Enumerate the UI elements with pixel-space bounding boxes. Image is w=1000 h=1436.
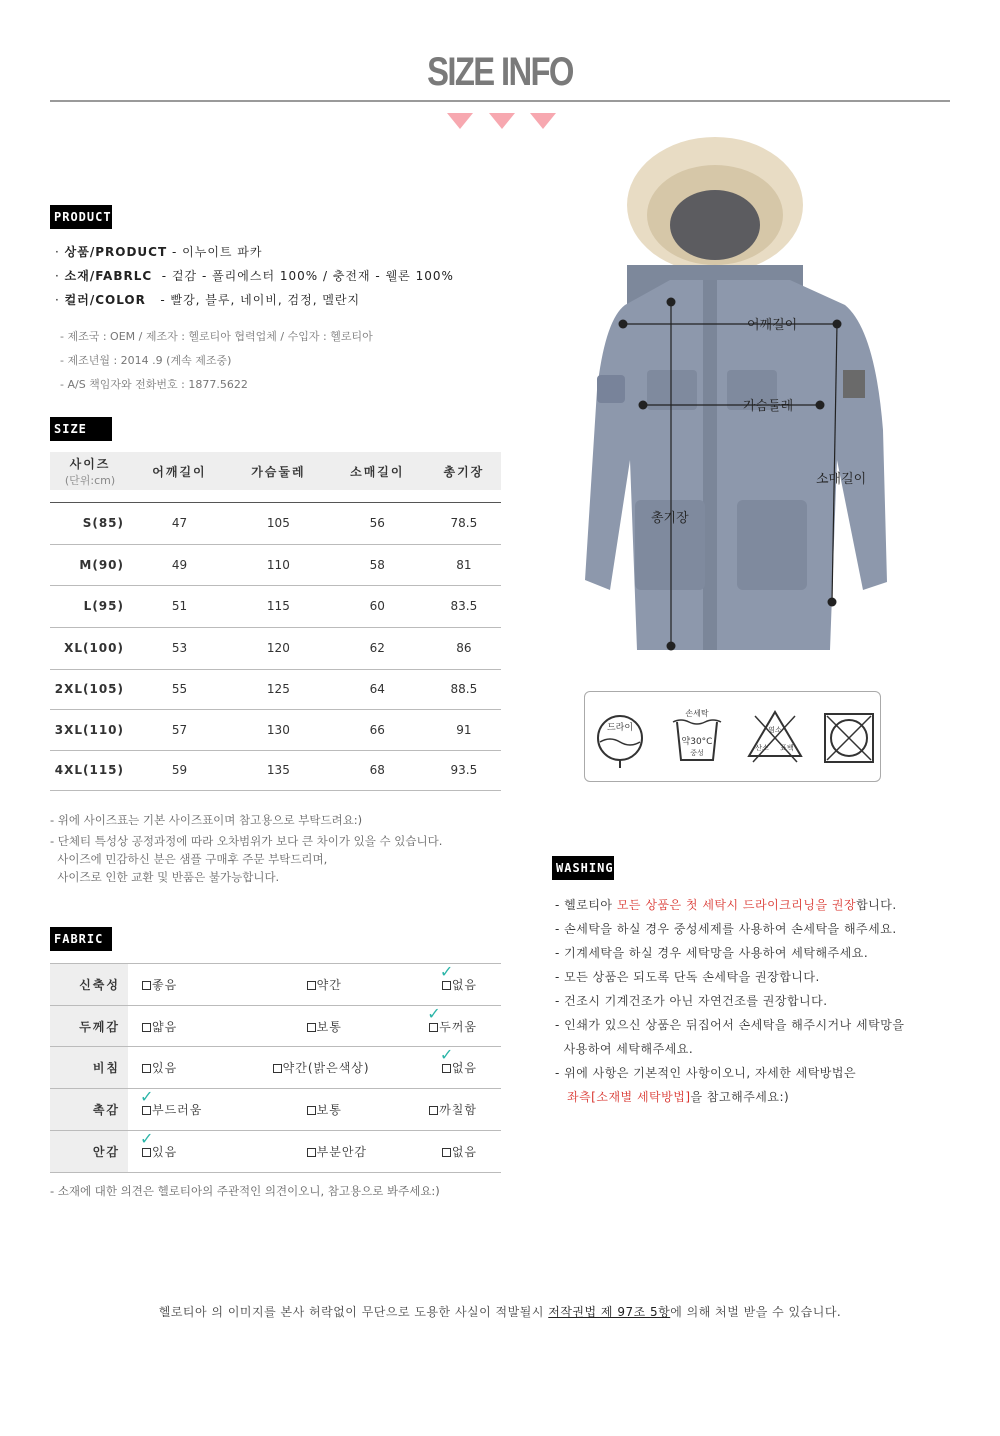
size-cell: 68: [328, 750, 427, 790]
washing-line-3: - 기계세탁을 하실 경우 세탁망을 사용하여 세탁해주세요.: [555, 946, 869, 960]
fabric-attribute: 촉감: [50, 1089, 128, 1131]
jacket-body: [585, 280, 887, 650]
fabric-option[interactable]: [307, 1143, 367, 1160]
fabric-option[interactable]: [140, 1129, 178, 1160]
down-triangle-icon: [489, 113, 515, 129]
fabric-option-label: 약간(밝은색상): [282, 1061, 370, 1075]
copyright-notice: 헬로티아 의 이미지를 본사 허락없이 무단으로 도용한 사실이 적발될시 저작권법 제 97조 5항에 의해 처벌 받을 수 있습니다.: [158, 1305, 842, 1319]
checkbox-icon[interactable]: [429, 1023, 438, 1032]
checkbox-icon[interactable]: [442, 1148, 451, 1157]
fabric-option-label: 없음: [451, 978, 477, 992]
fabric-option-label: 얇음: [152, 1019, 178, 1034]
size-row: [50, 585, 501, 627]
title-divider: [50, 100, 950, 102]
checkbox-icon[interactable]: [442, 981, 451, 990]
size-row: [50, 502, 501, 544]
fabric-attribute: 신축성: [50, 964, 128, 1006]
checkbox-icon[interactable]: [307, 1023, 316, 1032]
size-cell: 81: [427, 544, 501, 585]
checkbox-icon[interactable]: [142, 1106, 151, 1115]
jacket-illustration: [575, 130, 905, 670]
col-chest: 가슴둘레: [229, 452, 328, 490]
product-line-name: · 상품/PRODUCT - 이누이트 파카: [55, 245, 263, 259]
fabric-option-label: 좋음: [152, 978, 178, 992]
size-cell: 66: [328, 709, 427, 750]
fabric-attribute: 안감: [50, 1131, 128, 1173]
product-section-label: PRODUCT: [50, 205, 112, 229]
fabric-option[interactable]: [142, 1059, 177, 1076]
dry-clean-icon: [598, 716, 642, 768]
svg-text:손세탁: 손세탁: [685, 709, 709, 718]
size-row: [50, 709, 501, 750]
size-label: 3XL(110): [50, 709, 130, 750]
fabric-option[interactable]: [429, 1101, 477, 1118]
checkbox-icon[interactable]: [429, 1106, 438, 1115]
svg-text:약30°C: 약30°C: [681, 737, 713, 747]
fabric-option[interactable]: [307, 1101, 342, 1118]
size-label: M(90): [50, 544, 130, 585]
svg-text:표백: 표백: [780, 744, 794, 752]
fabric-row: [50, 1131, 501, 1173]
meta-date: - 제조년월 : 2014 .9 (계속 제조중): [60, 354, 232, 367]
size-cell: 78.5: [427, 502, 501, 544]
washing-line-8: - 위에 사항은 기본적인 사항이오니, 자세한 세탁방법은: [555, 1066, 857, 1080]
size-table: [50, 452, 501, 791]
size-note-2: - 단체티 특성상 공정과정에 따라 오차범위가 보다 큰 차이가 있을 수 있습니다.: [50, 834, 443, 848]
checkbox-icon[interactable]: [142, 981, 151, 990]
size-row: [50, 669, 501, 709]
fabric-option[interactable]: [439, 1045, 477, 1076]
product-line-fabric: · 소재/FABRLC - 겉감 - 폴리에스터 100% / 충전재 - 웰론 100%: [55, 269, 454, 283]
fabric-option-label: 두꺼움: [439, 1019, 477, 1034]
fabric-option-label: 없음: [451, 1145, 477, 1159]
fabric-row: [50, 1006, 501, 1047]
size-cell: 51: [130, 585, 229, 627]
down-triangle-icon: [447, 113, 473, 129]
svg-text:중성: 중성: [690, 749, 704, 757]
fabric-option[interactable]: [142, 1018, 177, 1035]
size-cell: 93.5: [427, 750, 501, 790]
washing-line-6: - 인쇄가 있으신 상품은 뒤집어서 손세탁을 해주시거나 세탁망을: [555, 1018, 905, 1032]
size-cell: 62: [328, 627, 427, 669]
size-cell: 88.5: [427, 669, 501, 709]
size-cell: 130: [229, 709, 328, 750]
fabric-option[interactable]: [307, 1018, 342, 1035]
checkmark-icon: ✓: [427, 1003, 442, 1023]
checkbox-icon[interactable]: [307, 1148, 316, 1157]
size-label: L(95): [50, 585, 130, 627]
washing-line-4: - 모든 상품은 되도록 단독 손세탁을 권장합니다.: [555, 970, 820, 984]
col-shoulder: 어깨길이: [130, 452, 229, 490]
size-cell: 110: [229, 544, 328, 585]
checkbox-icon[interactable]: [273, 1064, 282, 1073]
fabric-option[interactable]: [273, 1059, 370, 1076]
size-label: 4XL(115): [50, 750, 130, 790]
shoulder-label: 어깨길이: [747, 318, 798, 333]
svg-text:염소: 염소: [768, 726, 782, 734]
size-cell: 49: [130, 544, 229, 585]
size-cell: 105: [229, 502, 328, 544]
fabric-option-label: 까칠함: [439, 1103, 477, 1117]
fabric-option[interactable]: [427, 1003, 477, 1035]
fabric-note: - 소재에 대한 의견은 헬로티아의 주관적인 의견이오니, 참고용으로 봐주세요:): [50, 1184, 440, 1198]
fabric-option[interactable]: [142, 976, 177, 993]
fabric-option[interactable]: [439, 962, 477, 993]
down-triangle-icon: [530, 113, 556, 129]
size-cell: 58: [328, 544, 427, 585]
size-cell: 47: [130, 502, 229, 544]
fabric-section-label: FABRIC: [50, 927, 112, 951]
size-cell: 53: [130, 627, 229, 669]
size-row: [50, 750, 501, 790]
checkmark-icon: ✓: [439, 962, 455, 981]
checkmark-icon: ✓: [140, 1129, 155, 1148]
col-sleeve: 소매길이: [328, 452, 427, 490]
size-row: [50, 544, 501, 585]
size-section-label: SIZE: [50, 417, 112, 441]
checkbox-icon[interactable]: [307, 981, 316, 990]
fabric-table: [50, 963, 501, 1173]
checkbox-icon[interactable]: [142, 1023, 151, 1032]
fabric-option-label: 약간: [316, 978, 342, 992]
fabric-row: [50, 1089, 501, 1131]
page-title: SIZE INFO: [427, 50, 573, 94]
size-cell: 59: [130, 750, 229, 790]
size-cell: 64: [328, 669, 427, 709]
svg-text:드라이: 드라이: [606, 723, 634, 733]
size-cell: 57: [130, 709, 229, 750]
size-cell: 135: [229, 750, 328, 790]
size-cell: 91: [427, 709, 501, 750]
fabric-row: [50, 964, 501, 1006]
fabric-option-label: 있음: [152, 1145, 178, 1159]
fabric-option-label: 있음: [152, 1061, 178, 1075]
fabric-option-label: 부분안감: [316, 1145, 368, 1159]
length-label: 총기장: [651, 511, 689, 526]
size-note-1: - 위에 사이즈표는 기본 사이즈표이며 참고용으로 부탁드려요:): [50, 813, 363, 827]
hand-wash-icon: [673, 708, 721, 760]
fabric-option-label: 없음: [451, 1061, 477, 1075]
fabric-option-label: 보통: [316, 1103, 342, 1117]
washing-section-label: WASHING: [552, 856, 614, 880]
size-label: S(85): [50, 502, 130, 544]
no-bleach-icon: [749, 712, 801, 762]
fabric-option[interactable]: [442, 1143, 477, 1160]
size-cell: 86: [427, 627, 501, 669]
size-cell: 55: [130, 669, 229, 709]
fabric-option-label: 보통: [316, 1019, 342, 1034]
washing-line-1: - 헬로티아 모든 상품은 첫 세탁시 드라이크리닝을 권장합니다.: [555, 898, 897, 912]
fabric-option-label: 부드러움: [152, 1103, 203, 1117]
no-tumble-dry-icon: [825, 714, 873, 762]
size-cell: 56: [328, 502, 427, 544]
size-note-3: 사이즈에 민감하신 분은 샘플 구매후 주문 부탁드리며,: [50, 852, 328, 866]
size-label: 2XL(105): [50, 669, 130, 709]
product-line-color: · 컬러/COLOR - 빨강, 블루, 네이비, 검정, 멜란지: [55, 293, 361, 307]
checkbox-icon[interactable]: [307, 1106, 316, 1115]
svg-text:산소: 산소: [755, 744, 769, 752]
sleeve-label: 소매길이: [816, 472, 867, 487]
size-cell: 83.5: [427, 585, 501, 627]
fabric-row: [50, 1047, 501, 1089]
size-header: 사이즈 (단위:cm): [50, 452, 130, 490]
checkmark-icon: ✓: [439, 1045, 455, 1064]
checkbox-icon[interactable]: [442, 1064, 451, 1073]
size-row: [50, 627, 501, 669]
fabric-option[interactable]: [307, 976, 342, 993]
checkmark-icon: ✓: [140, 1087, 155, 1106]
checkbox-icon[interactable]: [142, 1148, 151, 1157]
fabric-attribute: 두께감: [50, 1006, 128, 1047]
meta-origin: - 제조국 : OEM / 제조자 : 헬로티아 협력업체 / 수입자 : 헬로티아: [60, 330, 373, 343]
washing-line-5: - 건조시 기계건조가 아닌 자연건조를 권장합니다.: [555, 994, 828, 1008]
size-cell: 125: [229, 669, 328, 709]
col-length: 총기장: [427, 452, 501, 490]
size-note-4: 사이즈로 인한 교환 및 반품은 불가능합니다.: [50, 870, 280, 884]
meta-as-contact: - A/S 책임자와 전화번호 : 1877.5622: [60, 378, 248, 391]
fabric-attribute: 비침: [50, 1047, 128, 1089]
washing-line-7: 사용하여 세탁해주세요.: [555, 1042, 694, 1056]
checkbox-icon[interactable]: [142, 1064, 151, 1073]
size-cell: 120: [229, 627, 328, 669]
size-label: XL(100): [50, 627, 130, 669]
wash-care-icons: [584, 691, 881, 782]
chest-label: 가슴둘레: [743, 399, 794, 414]
fabric-option[interactable]: [140, 1087, 203, 1118]
washing-line-2: - 손세탁을 하실 경우 중성세제를 사용하여 손세탁을 해주세요.: [555, 922, 897, 936]
size-cell: 115: [229, 585, 328, 627]
washing-line-9: 좌측[소재별 세탁방법]을 참고해주세요:): [567, 1090, 790, 1104]
size-cell: 60: [328, 585, 427, 627]
